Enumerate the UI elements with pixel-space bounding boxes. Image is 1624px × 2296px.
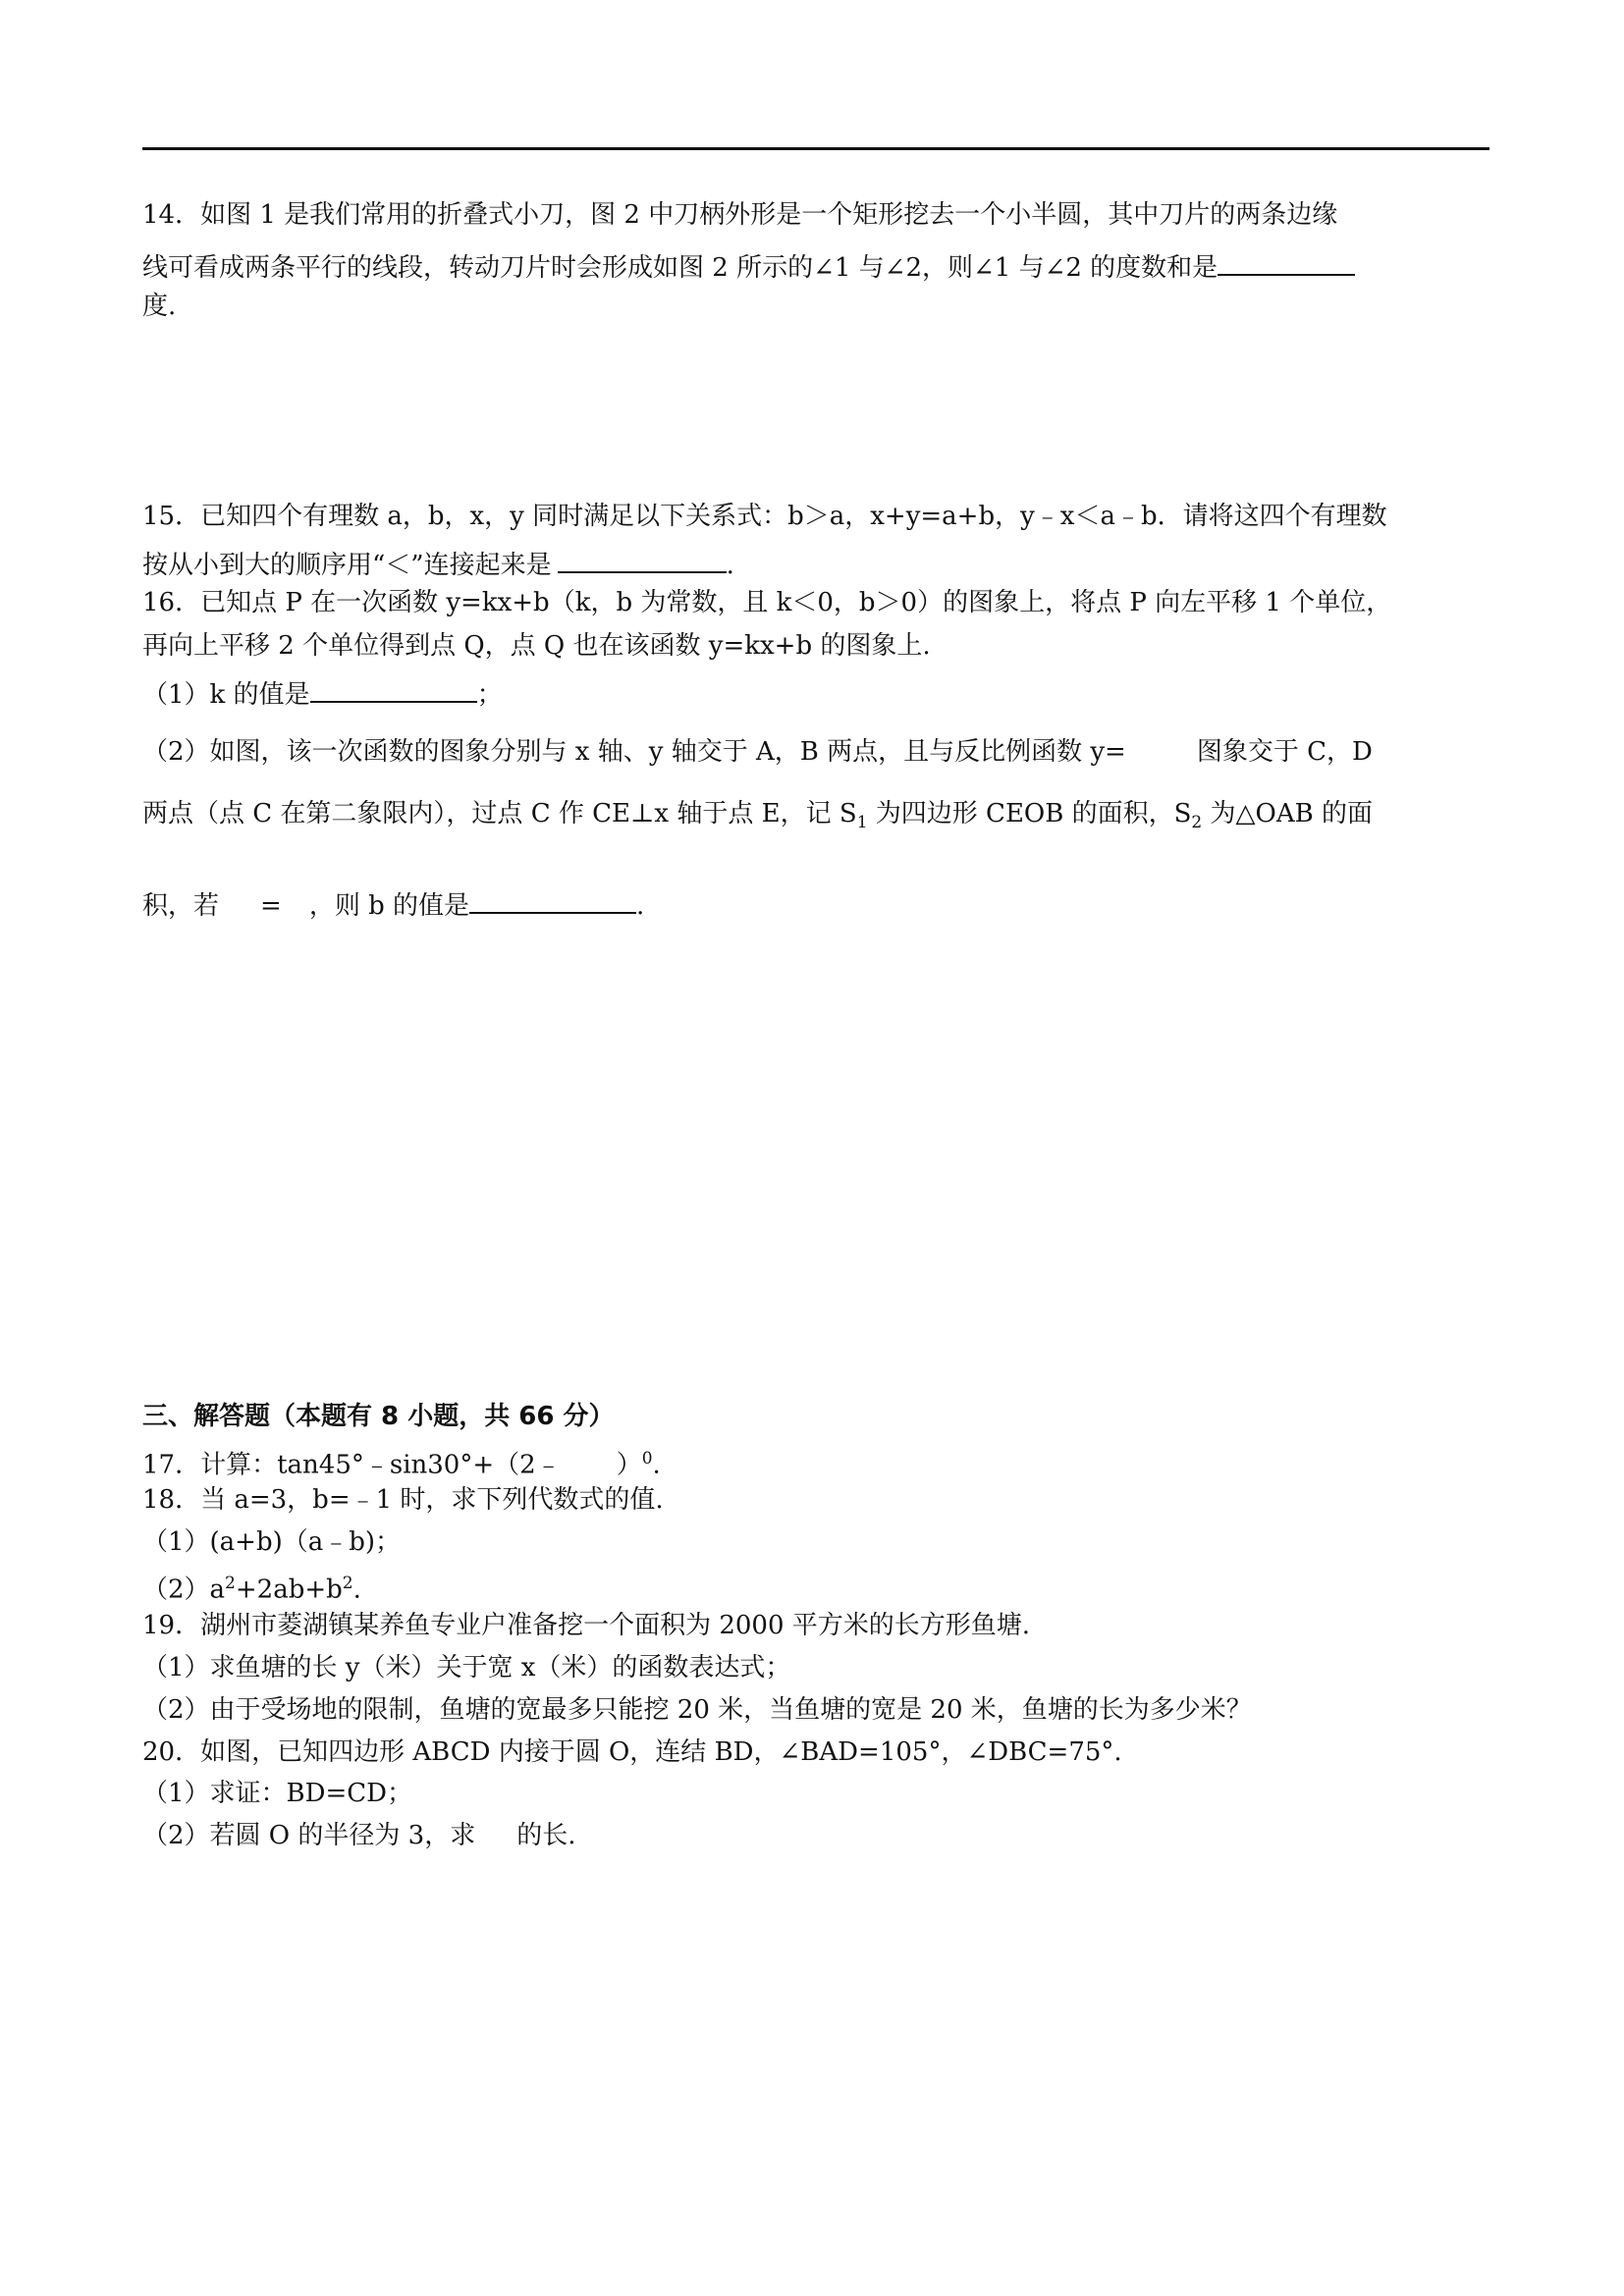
s2-subscript: 2 <box>1191 813 1203 833</box>
q15-line2-text: 按从小到大的顺序用“＜”连接起来是 <box>142 551 552 580</box>
q16-part2-line3-a: 积，若 <box>142 891 220 921</box>
q16-part2-line3 <box>142 886 644 922</box>
q17-text-b: ） <box>616 1450 642 1480</box>
q15-line1: 15．已知四个有理数 a，b，x，y 同时满足以下关系式：b＞a，x+y=a+b，y﹣x＜a﹣b．请将这四个有理数 <box>142 502 1387 531</box>
s1-subscript: 1 <box>856 813 868 833</box>
q20-line1: 20．如图，已知四边形 ABCD 内接于圆 O，连结 BD，∠BAD=105°，∠DBC=75°. <box>142 1737 1122 1767</box>
q16-part2-line3-b: ，则 b 的值是 <box>308 891 469 921</box>
q16-line1: 16．已知点 P 在一次函数 y=kx+b（k，b 为常数，且 k＜0，b＞0）的图象上，将点 P 向左平移 1 个单位， <box>142 588 1392 617</box>
q18-exponent-1: 2 <box>225 1574 236 1593</box>
q16-ratio-equals: = <box>260 891 282 921</box>
q18-part2-a: （2）a <box>142 1575 226 1605</box>
q20-part2 <box>142 1820 575 1851</box>
q16-part2-line1 <box>142 736 1373 768</box>
q16-part1-blank <box>310 675 477 703</box>
q14-line2 <box>142 248 1355 284</box>
q19-part1: （1）求鱼塘的长 y（米）关于宽 x（米）的函数表达式； <box>142 1653 791 1682</box>
q18-part2 <box>142 1568 361 1606</box>
q15-line2 <box>142 546 734 581</box>
q14-line3: 度. <box>142 292 177 321</box>
q16-part2-line2-a: 两点（点 C 在第二象限内），过点 C 作 CE⊥x 轴于点 E，记 S <box>142 799 857 828</box>
q16-part1-text: （1）k 的值是 <box>142 680 310 710</box>
q16-line2: 再向上平移 2 个单位得到点 Q，点 Q 也在该函数 y=kx+b 的图象上. <box>142 631 931 661</box>
q16-part2-line2 <box>142 798 1373 838</box>
q20-part2-b: 的长. <box>516 1821 576 1850</box>
q16-part2-blank <box>469 886 636 914</box>
q16-part2-line3-end: . <box>636 891 645 921</box>
q18-part2-b: +2ab+b <box>235 1575 343 1605</box>
q17-line <box>142 1443 661 1481</box>
q18-exponent-2: 2 <box>342 1574 353 1593</box>
q19-part2: （2）由于受场地的限制，鱼塘的宽最多只能挖 20 米，当鱼塘的宽是 20 米，鱼塘的长为多少米？ <box>142 1695 1252 1725</box>
q14-line1: 14．如图 1 是我们常用的折叠式小刀，图 2 中刀柄外形是一个矩形挖去一个小半圆，其中刀片的两条边缘 <box>142 200 1338 230</box>
q16-part2-line2-c: 为△OAB 的面 <box>1202 799 1373 828</box>
q20-part1: （1）求证：BD=CD； <box>142 1779 413 1808</box>
q17-text-c: . <box>652 1450 661 1480</box>
q14-answer-blank <box>1218 248 1355 276</box>
q20-part2-a: （2）若圆 O 的半径为 3，求 <box>142 1821 476 1850</box>
q16-part2-text-b: 图象交于 C，D <box>1196 737 1373 767</box>
q16-part1-end: ； <box>476 680 503 710</box>
q17-exponent: 0 <box>641 1449 653 1468</box>
q17-text-a: 17．计算：tan45°﹣sin30°+（2﹣ <box>142 1450 562 1480</box>
q14-line2-text: 线可看成两条平行的线段，转动刀片时会形成如图 2 所示的∠1 与∠2，则∠1 与∠2 的度数和是 <box>142 253 1218 283</box>
q16-part1 <box>142 675 503 711</box>
q15-line2-end: . <box>726 551 734 580</box>
q15-answer-blank <box>558 546 727 573</box>
header-rule <box>142 147 1489 150</box>
q16-part2-line2-b: 为四边形 CEOB 的面积，S <box>867 799 1192 828</box>
q18-part2-c: . <box>352 1575 361 1605</box>
q18-part1: （1）(a+b)（a﹣b)； <box>142 1527 402 1557</box>
q16-part2-text-a: （2）如图，该一次函数的图象分别与 x 轴、y 轴交于 A，B 两点，且与反比例函数 y= <box>142 737 1126 767</box>
section3-heading: 三、解答题（本题有 8 小题，共 66 分） <box>142 1402 615 1431</box>
q19-line1: 19．湖州市菱湖镇某养鱼专业户准备挖一个面积为 2000 平方米的长方形鱼塘. <box>142 1611 1031 1640</box>
q18-line1: 18．当 a=3，b=﹣1 时，求下列代数式的值. <box>142 1485 664 1515</box>
